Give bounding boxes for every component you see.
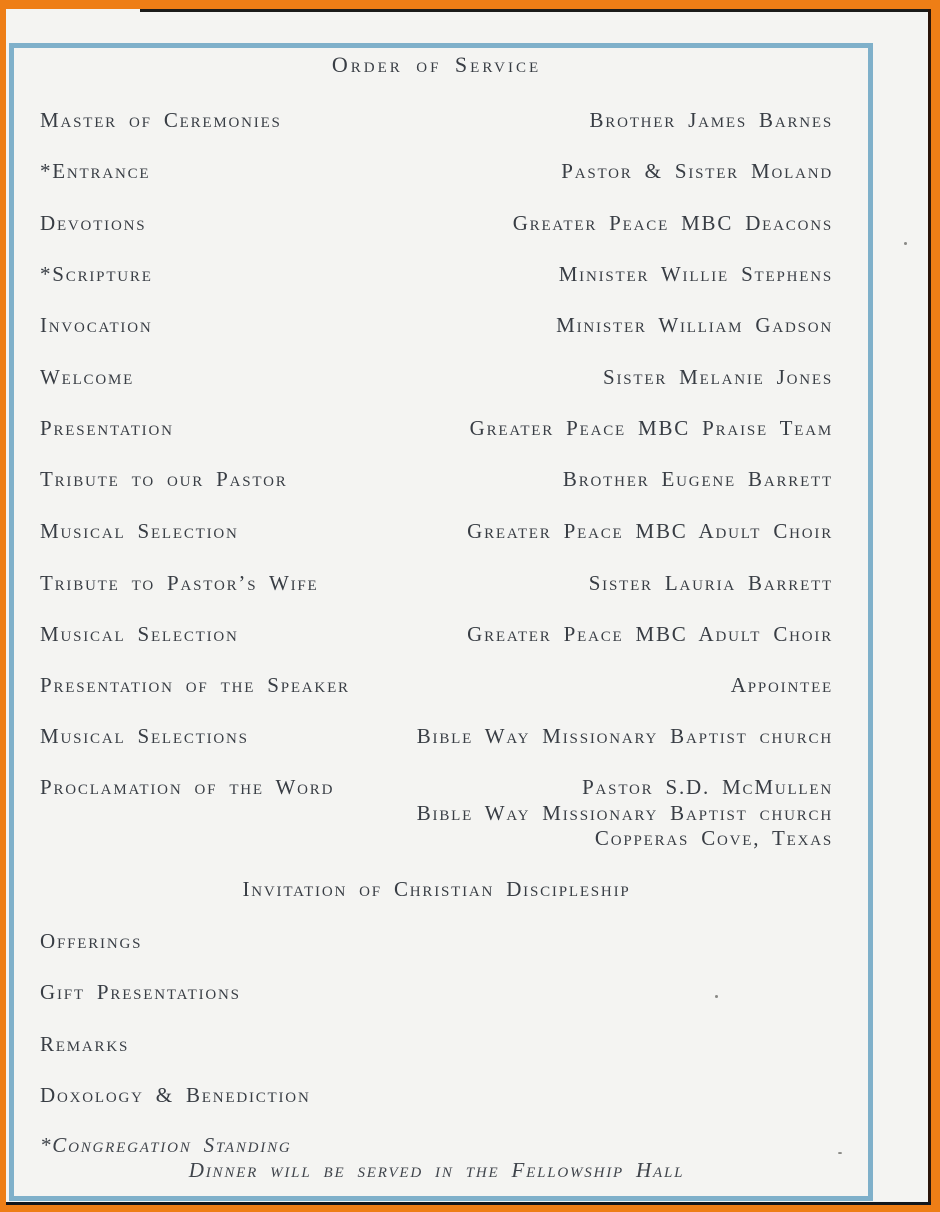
program-item: Welcome: [40, 365, 135, 389]
program-item: Tribute to our Pastor: [40, 467, 288, 491]
program-row: [40, 673, 833, 697]
program-row: [40, 1083, 833, 1107]
program-item: Musical Selection: [40, 519, 239, 543]
orange-border-bottom: [0, 1205, 940, 1212]
program-person-line: Pastor S.D. McMullen: [582, 775, 833, 799]
program-item: Invocation: [40, 313, 153, 337]
program-item: Musical Selection: [40, 622, 239, 646]
program-row: [40, 159, 833, 183]
program-person: Greater Peace MBC Adult Choir: [467, 519, 833, 543]
program-item: Proclamation of the Word: [40, 775, 335, 799]
program-person: Brother James Barnes: [589, 108, 833, 132]
program-item: Devotions: [40, 211, 147, 235]
program-row: [40, 724, 833, 748]
invitation-line: Invitation of Christian Discipleship: [242, 877, 631, 901]
program-row: [40, 211, 833, 235]
program-row: [40, 775, 833, 852]
program-sheet: [9, 43, 873, 1201]
program-person: Sister Lauria Barrett: [588, 571, 833, 595]
program-person: Bible Way Missionary Baptist church: [416, 724, 833, 748]
program-row: [40, 1032, 833, 1056]
program-person-line: Copperas Cove, Texas: [594, 826, 833, 850]
program-person: Brother Eugene Barrett: [562, 467, 833, 491]
orange-border-right: [931, 0, 940, 1212]
program-row: [40, 365, 833, 389]
program-item: Presentation: [40, 416, 174, 440]
program-row: [40, 262, 833, 286]
program-item: *Scripture: [40, 262, 153, 286]
program-row: [40, 980, 833, 1004]
dinner-note: Dinner will be served in the Fellowship Hall: [188, 1158, 685, 1182]
program-item: Tribute to Pastor’s Wife: [40, 571, 319, 595]
program-row: [40, 929, 833, 953]
congregation-standing-note: *Congregation Standing: [40, 1133, 292, 1157]
program-row: [40, 622, 833, 646]
scan-speck: [838, 1152, 842, 1154]
scan-speck: [904, 242, 907, 245]
program-item: Remarks: [40, 1032, 130, 1056]
program-row: [40, 519, 833, 543]
program-person: Minister William Gadson: [556, 313, 833, 337]
program-person: Sister Melanie Jones: [602, 365, 833, 389]
program-person: Greater Peace MBC Deacons: [512, 211, 833, 235]
footnote-row: [40, 1133, 833, 1157]
program-row: [40, 313, 833, 337]
program-person-line: Bible Way Missionary Baptist church: [416, 800, 833, 825]
program-row: [40, 416, 833, 440]
program-row: [40, 108, 833, 132]
page-title: Order of Service: [331, 52, 542, 77]
program-item: Master of Ceremonies: [40, 108, 282, 132]
program-person: Greater Peace MBC Praise Team: [469, 416, 833, 440]
program-row: [40, 467, 833, 491]
program-person-multiline: [417, 775, 833, 852]
program-person: Appointee: [730, 673, 833, 697]
orange-border-left: [0, 0, 6, 1212]
program-person: Greater Peace MBC Adult Choir: [467, 622, 833, 646]
program-row: [40, 571, 833, 595]
program-item: Presentation of the Speaker: [40, 673, 350, 697]
program-person: Minister Willie Stephens: [558, 262, 833, 286]
scan-speck: [715, 995, 718, 998]
program-item: Gift Presentations: [40, 980, 241, 1004]
orange-border-top: [0, 0, 940, 9]
scan-edge-top: [140, 9, 931, 12]
program-item: Musical Selections: [40, 724, 249, 748]
program-person: Pastor & Sister Moland: [561, 159, 833, 183]
program-item: Doxology & Benediction: [40, 1083, 311, 1107]
program-item: Offerings: [40, 929, 143, 953]
program-item: *Entrance: [40, 159, 151, 183]
